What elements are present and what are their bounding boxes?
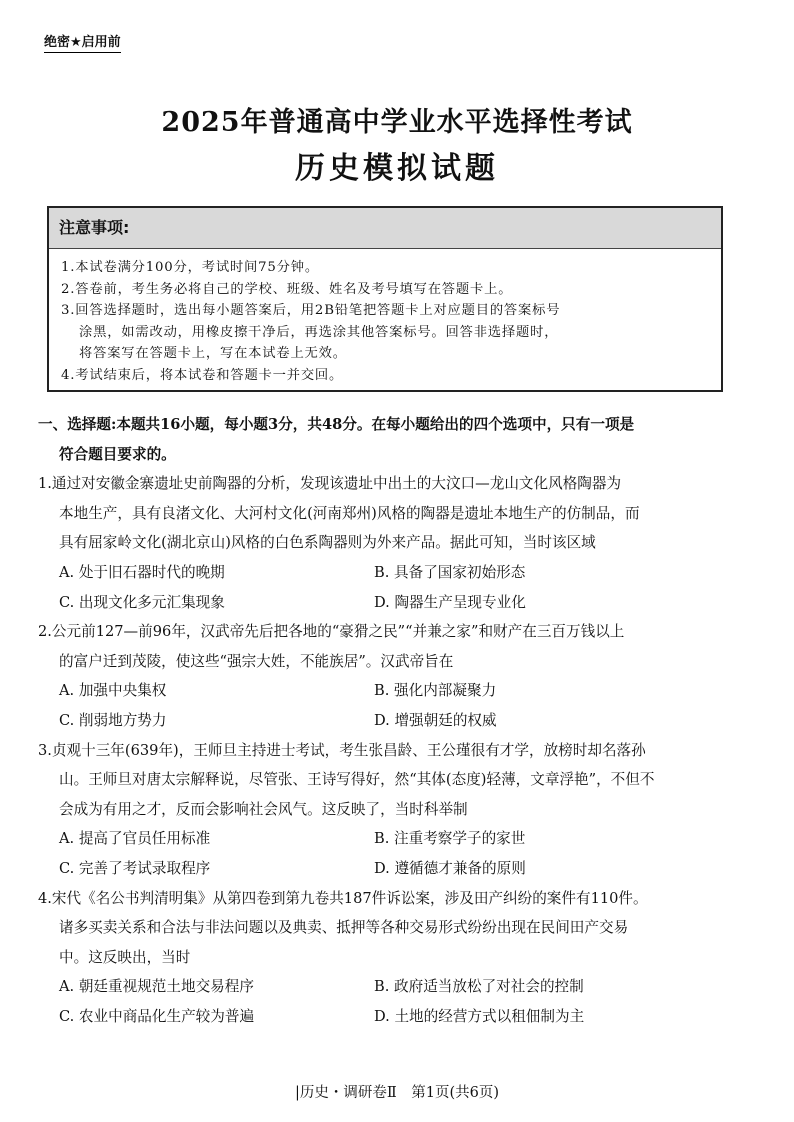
question-stem: 3.贞观十三年(639年)，王师旦主持进士考试，考生张昌龄、王公瑾很有才学，放榜时却名落孙 — [38, 741, 646, 759]
option-c: C. 完善了考试录取程序 — [59, 859, 211, 877]
question-stem: 本地生产，具有良渚文化、大河村文化(河南郑州)风格的陶器是遗址本地生产的仿制品，而 — [59, 504, 640, 522]
question-stem: 1.通过对安徽金寨遗址史前陶器的分析，发现该遗址中出土的大汶口—龙山文化风格陶器为 — [38, 475, 622, 493]
option-a: A. 朝廷重视规范土地交易程序 — [59, 978, 254, 996]
options-row — [38, 824, 738, 854]
page-footer: |历史・调研卷Ⅱ 第1页(共6页) — [294, 1085, 499, 1101]
question-stem: 具有屈家岭文化(湖北京山)风格的白色系陶器则为外来产品。据此可知，当时该区域 — [59, 534, 596, 552]
question-stem: 2.公元前127—前96年，汉武帝先后把各地的“豪猾之民”“并兼之家”和财产在三百万钱以上 — [38, 623, 625, 641]
question-stem: 会成为有用之才，反而会影响社会风气。这反映了，当时科举制 — [59, 800, 468, 818]
options-row — [38, 1002, 738, 1032]
notice-item: 1.本试卷满分100分，考试时间75分钟。 — [61, 260, 319, 275]
question-3 — [38, 736, 738, 884]
option-c: C. 农业中商品化生产较为普遍 — [59, 1007, 255, 1025]
option-b: B. 具备了国家初始形态 — [374, 563, 526, 581]
option-c: C. 削弱地方势力 — [59, 711, 167, 729]
option-d: D. 增强朝廷的权威 — [374, 711, 497, 729]
question-stem: 4.宋代《名公书判清明集》从第四卷到第九卷共187件诉讼案，涉及田产纠纷的案件有110件。 — [38, 889, 648, 907]
questions-area — [38, 410, 738, 1031]
question-stem: 山。王师旦对唐太宗解释说，尽管张、王诗写得好，然“其体(态度)轻薄，文章浮艳”，不但不 — [59, 771, 655, 789]
option-a: A. 提高了官员任用标准 — [59, 830, 211, 848]
option-d: D. 土地的经营方式以租佃制为主 — [374, 1007, 585, 1025]
notice-heading: 注意事项: — [49, 208, 721, 249]
options-row — [38, 854, 738, 884]
options-row — [38, 588, 738, 618]
question-stem: 中。这反映出，当时 — [59, 948, 191, 966]
question-2 — [38, 617, 738, 735]
option-b: B. 注重考察学子的家世 — [374, 830, 526, 848]
notice-list — [49, 257, 721, 386]
exam-subtitle: 历史模拟试题 — [295, 151, 499, 186]
confidential-mark: 绝密★启用前 — [44, 31, 121, 53]
notice-item: 2.答卷前，考生务必将自己的学校、班级、姓名及考号填写在答题卡上。 — [61, 281, 513, 297]
question-4 — [38, 884, 738, 1032]
section-heading-cont: 符合题目要求的。 — [59, 445, 176, 463]
notice-item: 4.考试结束后，将本试卷和答题卡一并交回。 — [61, 367, 344, 383]
notice-item: 将答案写在答题卡上，写在本试卷上无效。 — [79, 346, 347, 361]
option-d: D. 陶器生产呈现专业化 — [374, 593, 526, 611]
question-stem: 诸多买卖关系和合法与非法问题以及典卖、抵押等各种交易形式纷纷出现在民间田产交易 — [59, 919, 629, 937]
notice-item: 3.回答选择题时，选出每小题答案后，用2B铅笔把答题卡上对应题目的答案标号 — [61, 303, 561, 318]
options-row — [38, 676, 738, 706]
option-b: B. 政府适当放松了对社会的控制 — [374, 978, 584, 996]
question-1 — [38, 469, 738, 617]
section-heading: 一、选择题:本题共16小题，每小题3分，共48分。在每小题给出的四个选项中，只有一项是 — [38, 416, 635, 433]
options-row — [38, 972, 738, 1002]
option-a: A. 加强中央集权 — [59, 682, 167, 700]
option-d: D. 遵循德才兼备的原则 — [374, 859, 526, 877]
options-row — [38, 558, 738, 588]
exam-title: 2025年普通高中学业水平选择性考试 — [161, 107, 633, 138]
option-a: A. 处于旧石器时代的晚期 — [59, 563, 225, 581]
question-stem: 的富户迁到茂陵，使这些“强宗大姓，不能族居”。汉武帝旨在 — [59, 652, 454, 670]
option-c: C. 出现文化多元汇集现象 — [59, 593, 225, 611]
option-b: B. 强化内部凝聚力 — [374, 682, 497, 700]
notice-item: 涂黑，如需改动，用橡皮擦干净后，再选涂其他答案标号。回答非选择题时， — [79, 324, 559, 340]
notice-box — [47, 206, 723, 392]
options-row — [38, 706, 738, 736]
